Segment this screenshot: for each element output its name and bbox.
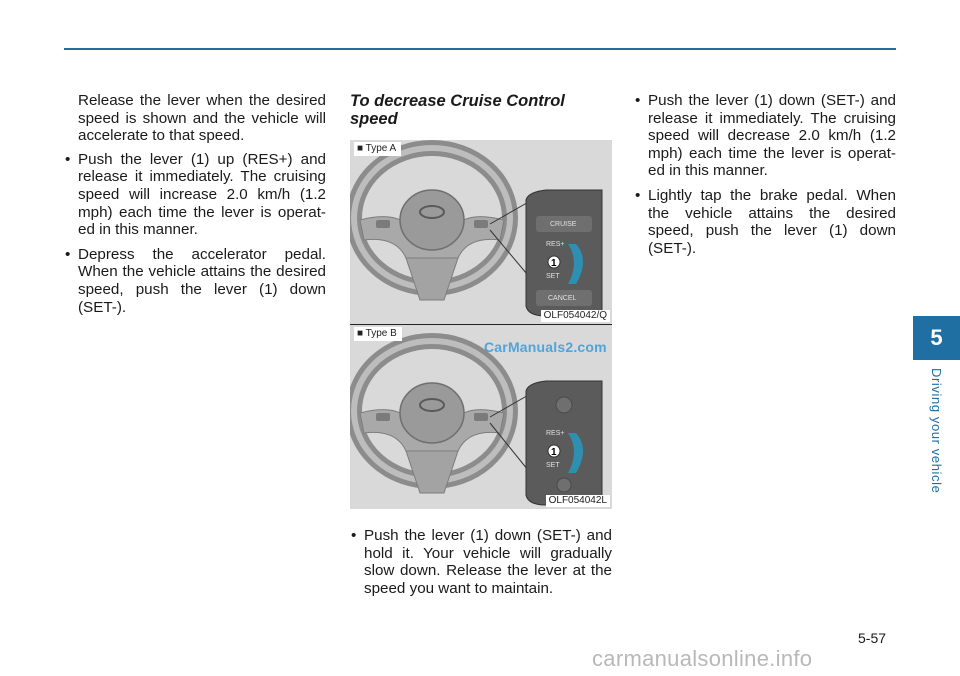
figure-a-callouts (350, 140, 612, 324)
footer-watermark: carmanualsonline.info (592, 646, 813, 671)
bullet-item (634, 92, 896, 180)
button-label-cruise: CRUISE (550, 221, 577, 228)
bullet-item (64, 151, 326, 239)
bullet-text: Depress the accelerator pedal. When the vehicle attains the desired speed, push the lever (1) down (SET-). (78, 245, 326, 316)
button-label-set: SET (546, 273, 560, 280)
button-label-set: SET (546, 462, 560, 469)
button-label-cancel: CANCEL (548, 295, 577, 302)
site-watermark: CarManuals2.com (484, 339, 607, 355)
middle-column (350, 92, 612, 604)
figure-type-b (350, 324, 612, 509)
top-rule (64, 48, 896, 50)
bullet-dot: • (635, 92, 641, 109)
figure-code: OLF054042/Q (541, 310, 610, 322)
callout-number: 1 (551, 447, 557, 458)
button-label-res: RES+ (546, 241, 565, 248)
chapter-title: Driving your vehicle (929, 368, 944, 494)
bullet-text: Push the lever (1) up (RES+) and release it immediately. The cruising speed will increase 2.0 km/h (1.2 mph) each time the lever is operat-ed in this manner. (78, 150, 326, 239)
bullet-text: Push the lever (1) down (SET-) and release it immediately. The cruising speed will decrease 2.0 km/h (1.2 mph) each time the lever is operat-ed in this manner. (648, 92, 896, 180)
page-number: 5-57 (858, 630, 887, 646)
left-column (64, 92, 326, 323)
button-label-res: RES+ (546, 430, 565, 437)
bullet-dot: • (65, 245, 71, 263)
figure-label: ■ Type A (354, 142, 401, 156)
bullet-dot: • (635, 186, 641, 204)
bullet-dot: • (351, 527, 357, 544)
figure-code: OLF054042L (546, 495, 610, 507)
chapter-tab: 5 (913, 316, 960, 360)
bullet-text: Lightly tap the brake pedal. When the vehicle attains the desired speed, push the lever (1) down (SET-). (648, 186, 896, 257)
figure-label: ■ Type B (354, 327, 402, 341)
right-column (634, 92, 896, 264)
figure-b-callouts (350, 325, 612, 509)
bullet-text: Push the lever (1) down (SET-) and hold it. Your vehicle will gradually slow down. Release the lever at the speed you want to maintain. (364, 527, 612, 597)
bullet-item (634, 187, 896, 257)
continuation-paragraph: Release the lever when the desired speed is shown and the vehicle will accelerate to that speed. (78, 92, 326, 145)
bullet-dot: • (65, 150, 71, 168)
bullet-item (350, 527, 612, 597)
bullet-item (64, 246, 326, 316)
figure-type-a (350, 140, 612, 324)
section-heading: To decrease Cruise Control speed (350, 92, 565, 128)
callout-number: 1 (551, 258, 557, 269)
